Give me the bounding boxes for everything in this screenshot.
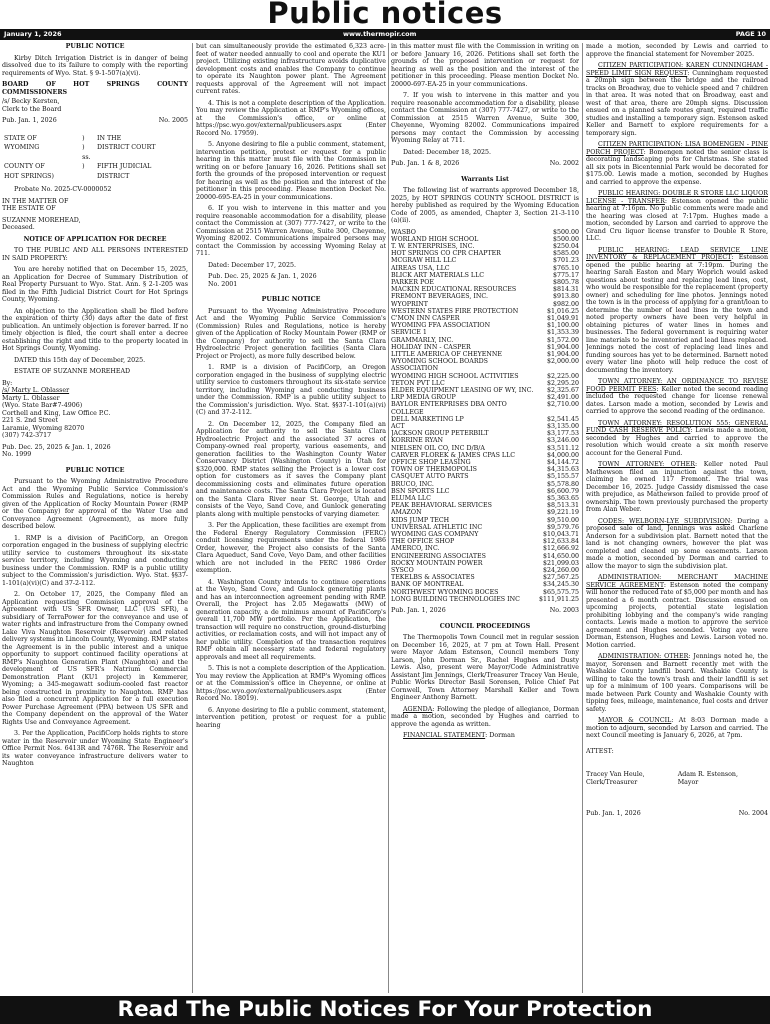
warrant-amount: $1,100.00 bbox=[546, 322, 579, 330]
agenda-label: TOWN ATTORNEY: OTHER bbox=[598, 461, 696, 468]
warrant-row bbox=[391, 452, 579, 459]
notice-body: Pursuant to the Wyoming Administrative Procedure Act and the Wyoming Public Service Commission's Commission Rules and Regulations, notice is hereby given of the Application of Rocky Mountain Power (RMP or the Company) for approval of the Water Use and Conveyance Agreement (Agreement), as more fully described below. bbox=[2, 478, 188, 530]
notice-title: PUBLIC NOTICE bbox=[65, 466, 125, 474]
attorney-line: Laramie, Wyoming 82070 bbox=[2, 424, 85, 432]
notice-body: The Thermopolis Town Council met in regular session on December 16, 2025, at 7 pm at Town Hall. Present were Mayor Adam Estenson, Council members Tony Larson, John Dorman Sr., Rachel Hughes and Dusty Lewis. Also, present were Mayor/Code Administrative Assistant Jim Jennings, Clerk/Treasurer Tracey Van Heule, Public Works Director Basil Sorensen, Police Chief Pat Cornwell, Town Attorney Marshall Keller and Town Engineer Anthony Barnett. bbox=[391, 634, 579, 702]
warrant-amount: $14,650.00 bbox=[542, 552, 579, 560]
vendor-name: WYOMING GAS COMPANY bbox=[391, 531, 479, 539]
agenda-label: CODES: WELBORN-LYE SUBDIVISION bbox=[598, 517, 731, 525]
attorney-line: (307) 742-3717 bbox=[2, 432, 52, 439]
column-1 bbox=[2, 43, 188, 993]
warrant-row bbox=[391, 308, 579, 315]
agenda-item bbox=[586, 62, 768, 137]
notice-body: 1. RMP is a division of PacifiCorp, an Oregon corporation engaged in the business of supplying electric utility service to customers throughout its six-state service territory, including Wyoming and conducting business under the Commission. RMP is a public utility subject to the Commission's jurisdiction. Wyo. Stat. §§37-1-101(a)(vi)(C) and 37-2-112. bbox=[2, 534, 188, 587]
agenda-text: : Estenson opened the public hearing at 7:16pm. No public comments were made and the hearing was closed at 7:17pm. Hughes made a motion, seconded by Larson and carried to approve the Grand Cru liquor license transfer to Double R Store, LLC. bbox=[586, 197, 768, 242]
warrant-row bbox=[391, 380, 579, 387]
warrant-row bbox=[391, 445, 579, 452]
warrant-amount: $6,600.79 bbox=[546, 487, 579, 495]
agenda-label: PUBLIC HEARING: LEAD SERVICE LINE INVENTORY & REPLACEMENT PROJECT bbox=[586, 246, 768, 261]
matter-line: THE ESTATE OF bbox=[2, 205, 56, 212]
notice-body: 7. If you wish to intervene in this matter and you require reasonable accommodation for a disability, please contact the Commission at (307) 777-7427, or write to the Commission at 2515 Warren Avenue, Suite 300, Cheyenne, Wyoming 82002. Communications impaired persons may contact the Commission by accessing Wyoming Relay at 711. bbox=[391, 92, 579, 144]
warrant-amount: $1,572.00 bbox=[546, 336, 579, 344]
attest-label: ATTEST: bbox=[586, 747, 614, 755]
vendor-name: LITTLE AMERICA OF CHEYENNE bbox=[391, 350, 502, 358]
issue-date: January 1, 2026 bbox=[4, 30, 62, 38]
agenda-label: ADMINISTRATION: OTHER bbox=[598, 653, 689, 660]
notice-date: Dated: December 18, 2025. bbox=[403, 148, 492, 156]
warrant-amount: $2,295.20 bbox=[546, 379, 579, 387]
warrant-amount: $24,260.00 bbox=[542, 567, 579, 575]
mayor-name: Adam R. Estenson, bbox=[677, 771, 738, 778]
pub-number: No. 2003 bbox=[549, 607, 579, 615]
page-title: Public notices bbox=[0, 0, 770, 27]
agenda-label: ADMINISTRATION: MERCHANT MACHINE SERVICE AGREEMENT bbox=[586, 574, 768, 589]
warrant-amount: $1,904.00 bbox=[546, 350, 579, 358]
pub-date: Pub. Jan. 1, 2026 bbox=[2, 117, 57, 124]
warrant-row bbox=[391, 466, 579, 473]
vendor-name: AIREAS USA, LLC bbox=[391, 264, 450, 272]
warrant-amount: $982.00 bbox=[552, 300, 579, 308]
vendor-name: FREMONT BEVERAGES, INC. bbox=[391, 293, 488, 301]
warrant-row bbox=[391, 387, 579, 394]
warrant-row bbox=[391, 279, 579, 286]
vendor-name: HOLIDAY INN - CASPER bbox=[391, 343, 471, 351]
warrant-row bbox=[391, 574, 579, 581]
warrant-row bbox=[391, 545, 579, 552]
warrant-row bbox=[391, 373, 579, 380]
agenda-text: : Cunningham requested a 20mph sign between the bridge and the railroad tracks on Broadway, due to vehicle speed and 7 children in that area. It was noted that on Broadway, east and west of that area, there are 20mph signs. Discussion ensued on a planned safe routes grant, required traffic studies and installing a temporary sign. Estenson asked Keller and Barnett to explore requirements for a temporary sign. bbox=[586, 69, 768, 137]
warrant-row bbox=[391, 315, 579, 322]
warrant-row bbox=[391, 394, 579, 401]
notice-body: 2. On December 12, 2025, the Company filed an Application for authority to sell the Santa Clara Hydroelectric Project and the associated 37 acres of Company-owned real property, various easements, and generation facilities to the Washington County Water Conservancy District (Washington County) in Utah for $320,000. RMP states selling the Project is a lower cost option for customers as it saves the Company plant decommissioning costs and eliminates future operation and maintenance costs. The Santa Clara Project is located on the Santa Clara River near St. George, Utah and consists of the Veyo, Sand Cove, and Gunlock generating plants along with multiple penstocks of varying diameter. bbox=[196, 420, 386, 518]
caption-text: DISTRICT bbox=[96, 172, 130, 180]
attorney-line: Marty L. Oblasser bbox=[2, 394, 60, 402]
warrant-amount: $3,177.53 bbox=[546, 430, 579, 438]
vendor-name: C'MON INN CASPER bbox=[391, 314, 460, 322]
pub-date: Pub. Jan. 1, 2026 bbox=[391, 607, 446, 615]
vendor-name: BANK OF MONTREAL bbox=[391, 581, 464, 589]
agenda-text: : During a proposed sale of land, Jennings was asked Charlene Anderson for a subdivision plat. Barnett noted that the land is not changing owners, however the plat was completed and cleaned up some easements. Larson made a motion, seconded by Dorman and carried to allow the mayor to sign the subdivision plat. bbox=[586, 517, 768, 570]
warrant-amount: $1,016.25 bbox=[546, 307, 579, 315]
pub-number: No. 2001 bbox=[208, 280, 238, 288]
vendor-name: AMERCO, INC. bbox=[391, 545, 440, 553]
publication-line bbox=[391, 160, 579, 168]
agenda-item bbox=[586, 653, 768, 713]
agenda-text: : At 8:03 Dorman made a motion to adjourn, seconded by Larson and carried. The next Council meeting is January 6, 2026, at 7pm. bbox=[586, 717, 768, 739]
caption-text: FIFTH JUDICIAL bbox=[96, 163, 152, 170]
caption-text: STATE OF bbox=[4, 134, 37, 142]
estate-name: ESTATE OF SUZANNE MOREHEAD bbox=[14, 368, 131, 375]
caption-text: IN THE bbox=[96, 134, 122, 142]
agenda-text: : Bomengen noted the senior class is decorating landscaping pots for Christmas. She stated all six pots in Bicentennial Park would be decorated for $175.00. Lewis made a motion, seconded by Hughes and carried to approve the expense. bbox=[586, 148, 768, 186]
warrant-amount: $21,099.03 bbox=[542, 559, 579, 567]
clerk-name: Tracey Van Heule, bbox=[586, 771, 645, 778]
signature-by: By: bbox=[2, 379, 13, 387]
agenda-item bbox=[586, 141, 768, 186]
info-bar bbox=[0, 29, 770, 40]
vendor-name: AMAZON bbox=[391, 509, 422, 517]
column-2 bbox=[196, 43, 386, 993]
warrant-amount: $814.31 bbox=[552, 286, 579, 294]
warrant-row bbox=[391, 430, 579, 437]
notice-body: 3. Per the Application, these facilities are exempt from the Federal Energy Regulatory Commission (FERC) conduit licensing requirements under the federal 1986 Order, however, the Project also consists of the Santa Clara Aqueduct, Sand Cove, Veyo Dam, and other facilities which are not included in the FERC 1986 Order exemption. bbox=[196, 522, 386, 574]
vendor-name: SYSCO bbox=[391, 567, 414, 575]
warrant-row bbox=[391, 257, 579, 264]
agenda-label: TOWN ATTORNEY: RESOLUTION 555: GENERAL FUND CASH RESERVE POLICY bbox=[586, 419, 768, 434]
warrant-amount: $2,000.00 bbox=[546, 358, 579, 366]
notice-body: 3. Per the Application, PacifiCorp holds rights to store water in the Reservoir under Wyoming State Engineer's Office Permit Nos. 6413R and 7476R. The Reservoir and its water conveyance infrastructure delivers water to Naughton bbox=[2, 730, 188, 767]
warrant-row bbox=[391, 229, 579, 236]
vendor-name: NIELSEN OIL CO, INC D/B/A bbox=[391, 444, 485, 452]
warrant-amount: $5,363.65 bbox=[546, 495, 579, 503]
agenda-label: AGENDA bbox=[403, 705, 433, 713]
vendor-name: PARKER POE bbox=[391, 278, 434, 286]
agenda-item bbox=[391, 732, 579, 740]
warrant-amount: $1,353.39 bbox=[546, 329, 579, 337]
agenda-item bbox=[586, 518, 768, 571]
pub-number: No. 2004 bbox=[738, 810, 768, 817]
caption-text: DISTRICT COURT bbox=[96, 144, 156, 151]
warrant-amount: $4,315.63 bbox=[546, 466, 579, 474]
warrant-amount: $585.00 bbox=[552, 250, 579, 258]
notice-body: Kirby Ditch Irrigation District is in danger of being dissolved due to its failure to comply with the reporting requirements of Wyo. Stat. § 9-1-507(a)(vi). bbox=[2, 54, 188, 77]
warrant-amount: $34,245.30 bbox=[542, 581, 579, 589]
pub-date: Pub. Jan. 1, 2026 bbox=[586, 810, 641, 817]
vendor-name: BSN SPORTS LLC bbox=[391, 487, 450, 495]
agenda-item bbox=[586, 717, 768, 740]
warrant-amount: $9,510.00 bbox=[546, 516, 579, 524]
warrant-row bbox=[391, 495, 579, 502]
notice-body: An objection to the Application shall be filed before the expiration of thirty (30) days after the date of first publication. An untimely objection is forever barred. If no timely objection is filed, the court shall enter a decree establishing the right and title to the property located in Hot Springs County, Wyoming. bbox=[2, 307, 188, 352]
warrant-row bbox=[391, 502, 579, 509]
agenda-text: : Following the pledge of allegiance, Dorman made a motion, seconded by Hughes and carried to approve the agenda as written. bbox=[391, 705, 579, 728]
warrant-amount: $2,491.00 bbox=[546, 394, 579, 402]
vendor-name: MACKIN EDUCATIONAL RESOURCES bbox=[391, 286, 517, 294]
vendor-name: T. W. ENTERPRISES, INC. bbox=[391, 242, 475, 250]
notice-body: but can simultaneously provide the estimated 6,323 acre-feet of water needed annually to cool and operate the KU1 project. Utilizing existing infrastructure avoids duplicative development costs and enables the Company to continue to operate its Naughton power plant. The Agreement requests approval of the Agreement will not impact current rates. bbox=[196, 43, 386, 95]
agenda-label: FINANCIAL STATEMENT bbox=[403, 732, 486, 740]
warrant-row bbox=[391, 567, 579, 574]
vendor-name: MCGRAW HILL LLC bbox=[391, 257, 457, 265]
warrant-row bbox=[391, 596, 579, 603]
page-number: PAGE 10 bbox=[735, 30, 766, 38]
vendor-name: TETON PVT LLC bbox=[391, 379, 445, 387]
warrant-amount: $9,221.19 bbox=[546, 509, 579, 517]
notice-body: Pursuant to the Wyoming Administrative Procedure Act and the Wyoming Public Service Commission's (Commission) Rules and Regulations, notice is hereby given of the Application of Rocky Mountain Power (RMP or the Company) for authority to sell the Santa Clara Hydroelectric Project generation facilities (Santa Clara Project or Project), as more fully described below. bbox=[196, 307, 386, 360]
warrant-amount: $5,155.57 bbox=[546, 473, 579, 481]
notice-body: 2. On October 17, 2025, the Company filed an Application requesting Commission approval of the Agreement with US SFR Owner, LLC (US SFR), a subsidiary of TerraPower for the conveyance and use of water rights and infrastructure from the Company owned Lake Viva Naughton Reservoir (Reservoir) and related delivery systems in Lincoln County, Wyoming. RMP states the Agreement is in the public interest and a unique opportunity to support continued facility operations at RMP's Naughton Generation Plant (Naughton) and the development of US SFR's Natrium Commercial Demonstration Plant (KU1 project) in Kemmerer, Wyoming; a 345-megawatt sodium-cooled fast reactor being constructed in proximity to Naughton. RMP has also filed a concurrent Application for a full execution Power Purchase Agreement (PPA) between US SFR and the Company dependent on the approval of the Water Rights Use and Conveyance Agreement. bbox=[2, 591, 188, 726]
signature-title: Clerk to the Board bbox=[2, 105, 62, 113]
matter-line: Deceased. bbox=[2, 224, 35, 231]
warrant-amount: $3,135.00 bbox=[546, 422, 579, 430]
warrant-row bbox=[391, 481, 579, 488]
notice-date: Dated: December 17, 2025. bbox=[208, 261, 297, 269]
vendor-name: UNIVERSAL ATHLETIC INC bbox=[391, 523, 483, 531]
vendor-name: TOWN OF THERMOPOLIS bbox=[391, 466, 477, 474]
warrant-amount: $5,578.80 bbox=[546, 480, 579, 488]
notice-body: The following list of warrants approved December 18, 2025, by HOT SPRINGS COUNTY SCHOOL DISTRICT is hereby published as required by the Wyoming Education Code of 2005, as amended, Chapter 3, Section 21-3-110 (a)(ii). bbox=[391, 187, 579, 224]
warrant-row bbox=[391, 531, 579, 538]
warrant-row bbox=[391, 272, 579, 279]
publication-line bbox=[2, 117, 188, 125]
notice-body: 5. Anyone desiring to file a public comment, statement, intervention petition, protest or request for a public hearing in this matter must file with the Commission in writing on or before January 16, 2026. Petitions shall set forth the grounds of the proposed intervention or request for hearing as well as the position and the interest of the petitioner in this proceeding. Please mention Docket No. 20000-695-EA-25 in your communications. bbox=[196, 141, 386, 201]
vendor-name: BRUCO, INC. bbox=[391, 480, 434, 488]
warrant-row bbox=[391, 243, 579, 250]
warrant-row bbox=[391, 488, 579, 495]
warrant-amount: $3,511.12 bbox=[546, 444, 579, 452]
pub-number: No. 2002 bbox=[549, 160, 579, 167]
vendor-name: OFFICE SHOP LEASING bbox=[391, 459, 471, 466]
warrant-amount: $9,579.76 bbox=[546, 523, 579, 531]
warrant-amount: $2,541.45 bbox=[546, 415, 579, 423]
vendor-name: LRP MEDIA GROUP bbox=[391, 394, 456, 402]
vendor-name: ROCKY MOUNTAIN POWER bbox=[391, 559, 483, 567]
warrant-amount: $27,567.25 bbox=[542, 574, 579, 582]
publication-line bbox=[586, 810, 768, 818]
agenda-label: MAYOR & COUNCIL bbox=[598, 717, 672, 724]
warrant-amount: $1,049.91 bbox=[546, 314, 579, 322]
board-name: BOARD OF HOT SPRINGS COUNTY COMMISSIONERS bbox=[2, 81, 188, 96]
probate-number: Probate No. 2025-CV-0000052 bbox=[14, 186, 112, 193]
agenda-text: : Keller noted Paul Mathewson filed an injunction against the town, claiming he owned 117 Fremont. The trial was December 16, 2025. Judge Cassidy dismissed the case with prejudice, as Mathewson failed to provide proof of ownership. The town previously purchased the property from Alan Weber. bbox=[586, 461, 768, 513]
warrant-amount: $12,633.84 bbox=[542, 538, 579, 546]
website: www.thermopir.com bbox=[343, 30, 417, 38]
notice-body: 4. Washington County intends to continue operations at the Veyo, Sand Cove, and Gunlock generating plants and has an interconnection agreement pending with RMP. Overall, the Project has 2.05 Megawatts (MW) of generation capacity, a de minimus amount of PacifiCorp's overall 11,700 MW portfolio. Per the Application, the transaction will require no construction, ground-disturbing activities, or reclamation costs, and will not impact any of her public utility. Completion of the transaction requires RMP obtain all necessary state and federal regulatory approvals and meet all requirements. bbox=[196, 578, 386, 661]
vendor-name: CASQUET AUTO PARTS bbox=[391, 473, 469, 481]
agenda-item bbox=[586, 190, 768, 243]
agenda-label: PUBLIC HEARING: DOUBLE R STORE LLC LIQUOR LICENSE - TRANSFER bbox=[586, 190, 768, 205]
warrant-row bbox=[391, 401, 579, 415]
agenda-text: : Estenson opened the public hearing at 7:19pm. During the hearing Sarah Easton and Mary Woprich would asked questions about testing and replacing lead lines, cost, who would be responsible for the replacement (property owner) and scheduling for line photos. Jennings noted the town is in the process of applying for a grant/loan to determine the number of lead lines in the town and noted property owners have been very helpful in obtaining pictures of water lines in homes and businesses. The federal government is requiring water line materials to be inventoried and lead lines replaced. Jennings noted the cost of replacing lead lines and funding sources has yet to be determined. Barnett noted every water line photo will help reduce the cost of documenting the inventory. bbox=[586, 254, 768, 374]
vendor-name: BAYLOR ENTERPRISES DBA ONTO COLLEGE bbox=[391, 401, 507, 416]
signature-block bbox=[586, 771, 768, 790]
agenda-text: : Jennings noted he, the mayor, Sorensen and Barnett recently met with the Washakie County landfill board. Washakie County is willing to take the town's trash and their landfill is set up for a minimum of 100 years. Comparisons will be made between Park County and Washakie County with tipping fees, mileage, maintenance, fuel costs and driver safety. bbox=[586, 653, 768, 713]
warrant-row bbox=[391, 538, 579, 545]
agenda-item bbox=[586, 420, 768, 458]
warrant-amount: $1,904.00 bbox=[546, 343, 579, 351]
vendor-name: ENGINEERING ASSOCIATES bbox=[391, 552, 486, 560]
notice-body: made a motion, seconded by Lewis and carried to approve the financial statement for November 2025. bbox=[586, 43, 768, 58]
caption-text: WYOMING bbox=[4, 144, 40, 151]
warrant-row bbox=[391, 524, 579, 531]
agenda-item bbox=[391, 706, 579, 729]
warrant-row bbox=[391, 250, 579, 257]
warrant-row bbox=[391, 459, 579, 466]
warrant-row bbox=[391, 416, 579, 423]
warrant-amount: $8,513.31 bbox=[546, 502, 579, 510]
notice-body: You are hereby notified that on December 15, 2025, an Application for Decree of Summary Distribution of Real Property Pursuant to Wyo. Stat. Ann. § 2-1-205 was filed in the Fifth Judicial District Court for Hot Springs County, Wyoming. bbox=[2, 266, 188, 303]
warrant-amount: $4,144.72 bbox=[546, 459, 579, 466]
column-3 bbox=[391, 43, 579, 993]
agenda-text: : Lewis made a motion, seconded by Hughes and carried to approve the resolution which would create a six month reserve account for the General Fund. bbox=[586, 427, 768, 457]
agenda-label: TOWN ATTORNEY: AN ORDINANCE TO REVISE FOOD PERMIT FEES bbox=[586, 378, 768, 393]
warrant-row bbox=[391, 560, 579, 567]
warrant-row bbox=[391, 301, 579, 308]
vendor-name: WYOPRINT bbox=[391, 300, 428, 308]
agenda-text: : Dorman bbox=[485, 732, 515, 740]
warrant-amount: $10,043.71 bbox=[542, 531, 579, 539]
warrant-row bbox=[391, 337, 579, 344]
vendor-name: CARVER FLOREK & JAMES CPAS LLC bbox=[391, 451, 516, 459]
warrant-amount: $250.04 bbox=[552, 242, 579, 250]
vendor-name: SERVICE 1 bbox=[391, 329, 427, 337]
column-4 bbox=[586, 43, 768, 993]
attorney-line: 221 S. 2nd Street bbox=[2, 417, 59, 424]
mayor-title: Mayor bbox=[677, 778, 699, 786]
vendor-name: WYOMING HIGH SCHOOL ACTIVITIES bbox=[391, 372, 519, 380]
warrant-amount: $775.17 bbox=[552, 271, 579, 279]
agenda-item bbox=[586, 247, 768, 375]
warrant-row bbox=[391, 423, 579, 430]
warrant-amount: $805.78 bbox=[552, 278, 579, 286]
pub-date: Pub. Dec. 25, 2025 & Jan. 1, 2026 bbox=[208, 273, 317, 280]
caption-text: ss. bbox=[82, 153, 91, 161]
publication-line bbox=[391, 607, 579, 615]
warrant-row bbox=[391, 351, 579, 358]
attorney-line: Corthell and King, Law Office P.C. bbox=[2, 409, 111, 417]
notice-title: NOTICE OF APPLICATION FOR DECREE bbox=[23, 235, 167, 243]
column-divider bbox=[388, 43, 389, 993]
warrant-amount: $2,710.00 bbox=[546, 401, 579, 409]
vendor-name: ACT bbox=[391, 422, 405, 430]
warrant-amount: $701.23 bbox=[552, 257, 579, 265]
notice-body: in this matter must file with the Commission in writing on or before January 16, 2026. Petitions shall set forth the grounds of the proposed intervention or request for hearing as well as the position and the interest of the petitioner in this proceeding. Please mention Docket No. 20000-697-EA-25 in your communications. bbox=[391, 43, 579, 88]
pub-date: Pub. Dec. 25, 2025 & Jan. 1, 2026 bbox=[2, 443, 111, 451]
warrant-row bbox=[391, 517, 579, 524]
warrant-row bbox=[391, 589, 579, 596]
pub-number: No. 1999 bbox=[2, 451, 32, 458]
signature: /s/ Becky Kersten, bbox=[2, 98, 60, 105]
column-divider bbox=[192, 43, 193, 993]
warrant-row bbox=[391, 265, 579, 272]
vendor-name: WORLAND HIGH SCHOOL bbox=[391, 235, 479, 243]
caption-text: HOT SPRINGS) bbox=[4, 172, 54, 180]
notice-body: 6. If you wish to intervene in this matter and you require reasonable accommodation for a disability, please contact the Commission at (307) 777-7427, or write to the Commission at 2515 Warren Avenue, Suite 300, Cheyenne, Wyoming 82002. Communications impaired persons may contact the Commission by accessing Wyoming Relay at 711. bbox=[196, 205, 386, 257]
vendor-name: WASBO bbox=[391, 228, 416, 236]
notice-body: 5. This is not a complete description of the Application. You may review the Application at RMP's Wyoming offices or at the Commission's office in Cheyenne, or online at https://psc.wyo.gov/external/publicusers.aspx (Enter Record No. 18019). bbox=[196, 665, 386, 702]
warrant-amount: $500.00 bbox=[552, 235, 579, 243]
vendor-name: WYOMING SCHOOL BOARDS ASSOCIATION bbox=[391, 358, 488, 373]
vendor-name: ELDER EQUIPMENT LEASING OF WY, INC. bbox=[391, 386, 534, 394]
vendor-name: WYOMING FFA ASSOCIATION bbox=[391, 322, 491, 330]
notice-body: 1. RMP is a division of PacifiCorp, an Oregon corporation engaged in the business of supplying electric utility service to customers throughout its six-state service territory, including Wyoming and conducting business under the Commission. RMP is a public utility subject to the Commission's jurisdiction. Wyo. Stat. §§37-1-101(a)(vi)(C) and 37-2-112. bbox=[196, 364, 386, 416]
warrant-row bbox=[391, 293, 579, 300]
warrant-row bbox=[391, 581, 579, 588]
warrant-amount: $913.80 bbox=[552, 293, 579, 301]
signature: /s/ Marty L. Oblasser bbox=[2, 387, 70, 394]
agenda-item bbox=[586, 461, 768, 514]
caption-text: COUNTY OF bbox=[4, 163, 45, 170]
notice-title: Warrants List bbox=[461, 175, 509, 183]
agenda-item bbox=[586, 378, 768, 416]
warrant-amount: $765.10 bbox=[552, 264, 579, 272]
vendor-name: ELUMA LLC bbox=[391, 495, 431, 503]
warrant-amount: $4,000.00 bbox=[546, 451, 579, 459]
warrant-amount: $3,246.00 bbox=[546, 437, 579, 445]
warrants-table bbox=[391, 229, 579, 604]
attorney-line: (Wyo. State Bar#7-4906) bbox=[2, 402, 83, 409]
agenda-text: : Estenson noted the company will honor the reduced rate of $5,000 per month and has presented a 6 month contract. Discussion ensued on upcoming projects, potential state legislation prohibiting lobbying and the company's wide ranging contacts. Lewis made a motion to approve the service agreement and Hughes seconded. Voting aye were Dorman, Estenson, Hughes and Lewis. Larson voted no. Motion carried. bbox=[586, 581, 768, 649]
warrant-amount: $65,575.75 bbox=[542, 588, 579, 596]
clerk-title: Clerk/Treasurer bbox=[586, 778, 638, 786]
pub-number: No. 2005 bbox=[158, 117, 188, 124]
vendor-name: WESTERN STATES FIRE PROTECTION bbox=[391, 307, 519, 315]
notice-body: 6. Anyone desiring to file a public comment, statement, intervention petition, protest or request for a public hearing bbox=[196, 706, 386, 729]
matter-line: IN THE MATTER OF bbox=[2, 197, 69, 205]
warrant-row bbox=[391, 358, 579, 372]
warrant-row bbox=[391, 236, 579, 243]
matter-line: SUZANNE MOREHEAD, bbox=[2, 216, 81, 224]
warrant-row bbox=[391, 437, 579, 444]
footer-banner: Read The Public Notices For Your Protection bbox=[0, 996, 770, 1024]
warrant-row bbox=[391, 553, 579, 560]
notice-body: TO THE PUBLIC AND ALL PERSONS INTERESTED IN SAID PROPERTY: bbox=[2, 247, 188, 262]
warrant-amount: $500.00 bbox=[552, 228, 579, 236]
warrant-row bbox=[391, 286, 579, 293]
agenda-label: CITIZEN PARTICIPATION: KAREN CUNNINGHAM - SPEED LIMIT SIGN REQUEST bbox=[586, 62, 768, 77]
warrant-row bbox=[391, 344, 579, 351]
warrant-amount: $12,666.92 bbox=[542, 545, 579, 553]
vendor-name: GRAMMARLY, INC. bbox=[391, 336, 454, 344]
agenda-item bbox=[586, 574, 768, 649]
notice-title: COUNCIL PROCEEDINGS bbox=[439, 622, 531, 630]
vendor-name: TEKELBS & ASSOCIATES bbox=[391, 574, 475, 582]
vendor-name: LONG BUILDING TECHNOLOGIES INC bbox=[391, 595, 520, 603]
vendor-name: KIDS JUMP TECH bbox=[391, 516, 450, 524]
notice-title: PUBLIC NOTICE bbox=[261, 296, 321, 303]
vendor-name: KORRINE RYAN bbox=[391, 437, 444, 445]
vendor-name: BLICK ART MATERIALS LLC bbox=[391, 271, 485, 279]
warrant-row bbox=[391, 322, 579, 329]
notice-date: DATED this 15th day of December, 2025. bbox=[14, 356, 146, 364]
notice-title: PUBLIC NOTICE bbox=[65, 43, 125, 50]
warrant-amount: $2,325.67 bbox=[546, 386, 579, 394]
warrant-row bbox=[391, 329, 579, 336]
warrant-amount: $2,225.00 bbox=[546, 372, 579, 380]
vendor-name: HOT SPRINGS CO CPR CHAPTER bbox=[391, 250, 501, 258]
vendor-name: DELL MARKETING LP bbox=[391, 415, 464, 423]
vendor-name: PEAK BEHAVIORAL SERVICES bbox=[391, 502, 492, 510]
vendor-name: JACKSON GROUP PETERBILT bbox=[391, 430, 489, 438]
agenda-label: CITIZEN PARTICIPATION: LISA BOMENGEN - PINE PORCH PROJECT bbox=[586, 141, 768, 156]
agenda-text: : Keller noted the second reading included the requested change for license renewal dates. Larson made a motion, seconded by Lewis and carried to approve the second reading of the ordinance. bbox=[586, 385, 768, 415]
warrant-row bbox=[391, 473, 579, 480]
court-caption: STATE OF ) IN THE WYOMING ) DISTRICT COURT ss. COUNTY OF ) FIFTH JUDICIAL HOT SPRINGS) DISTRICT bbox=[2, 133, 188, 183]
notice-body: 4. This is not a complete description of the Application. You may review the Application at RMP's Wyoming offices, at the Commission's office, or online at https://psc.wyo.gov/external/publicusers.aspx (Enter Record No. 17959). bbox=[196, 99, 386, 137]
column-divider bbox=[582, 43, 583, 993]
warrant-amount: $111,911.25 bbox=[538, 595, 579, 603]
vendor-name: THE OFFICE SHOP bbox=[391, 538, 455, 546]
warrant-row bbox=[391, 509, 579, 516]
vendor-name: NORTHWEST WYOMING BOCES bbox=[391, 588, 499, 596]
pub-date: Pub. Jan. 1 & 8, 2026 bbox=[391, 160, 460, 167]
